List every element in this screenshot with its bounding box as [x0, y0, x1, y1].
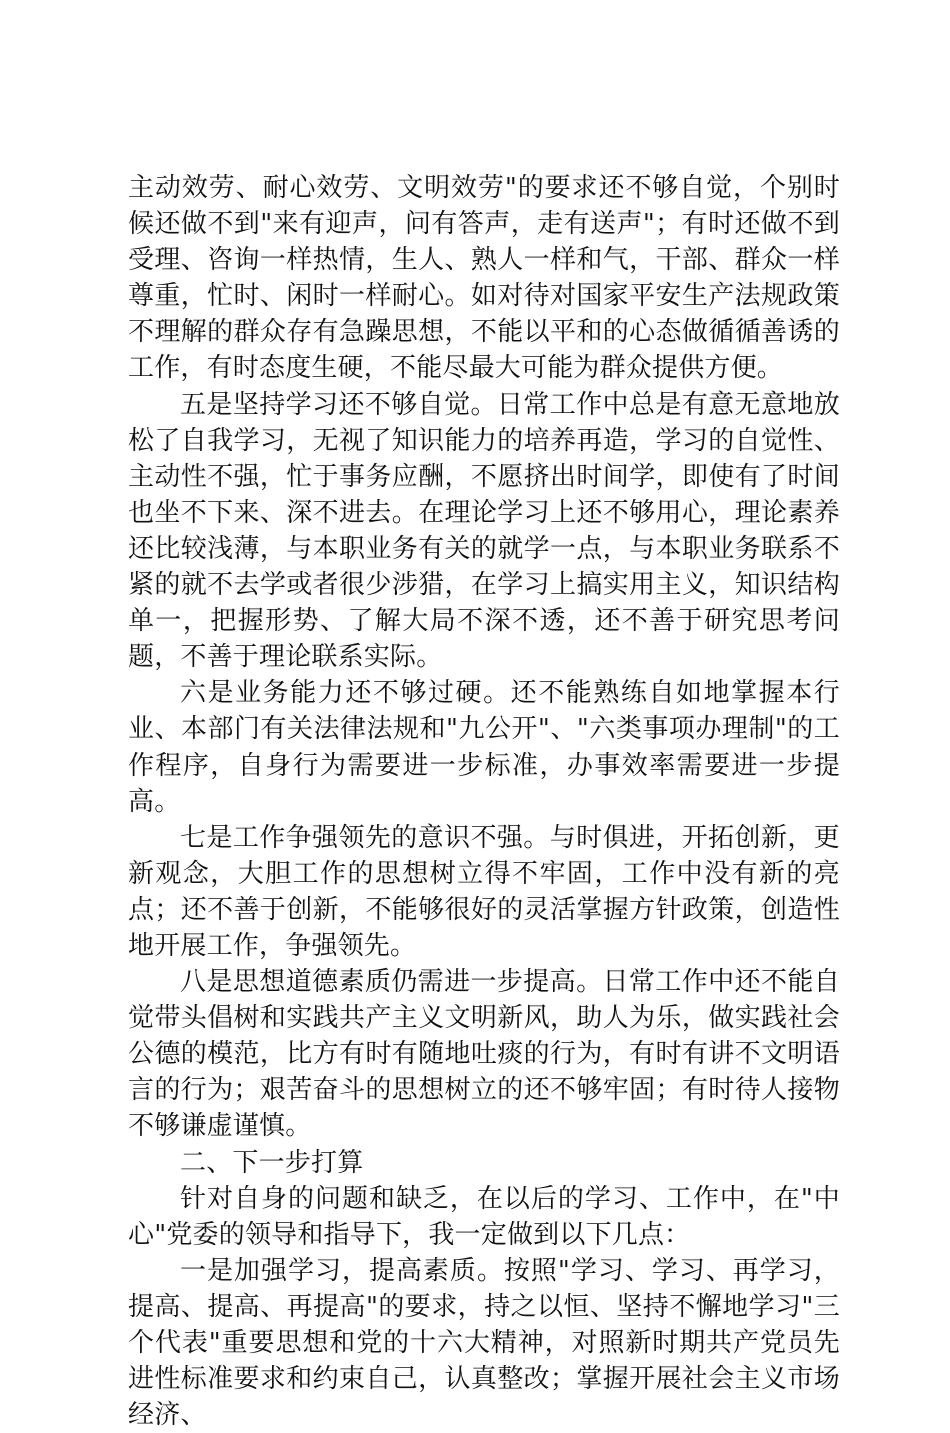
paragraph-step-one: 一是加强学习，提高素质。按照"学习、学习、再学习，提高、提高、再提高"的要求，持之以恒、坚持不懈地学习"三个代表"重要思想和党的十六大精神，对照新时期共产党员先进性标准要求和约束自己，认真整改；掌握开展社会主义市场经济、 [128, 1255, 840, 1431]
paragraph-point-five: 五是坚持学习还不够自觉。日常工作中总是有意无意地放松了自我学习，无视了知识能力的培养再造，学习的自觉性、主动性不强，忙于事务应酬，不愿挤出时间学，即使有了时间也坐不下来、深不进去。在理论学习上还不够用心，理论素养还比较浅薄，与本职业务有关的就学一点，与本职业务联系不紧的就不去学或者很少涉猎，在学习上搞实用主义，知识结构单一，把握形势、了解大局不深不透，还不善于研究思考问题，不善于理论联系实际。 [128, 389, 840, 673]
document-body [128, 170, 840, 1433]
paragraph-intro-next-steps: 针对自身的问题和缺乏，在以后的学习、工作中，在"中心"党委的领导和指导下，我一定做到以下几点： [128, 1183, 840, 1250]
paragraph-point-seven: 七是工作争强领先的意识不强。与时俱进，开拓创新，更新观念，大胆工作的思想树立得不牢固，工作中没有新的亮点；还不善于创新，不能够很好的灵活掌握方针政策，创造性地开展工作，争强领先。 [128, 822, 840, 961]
paragraph-continuation: 主动效劳、耐心效劳、文明效劳"的要求还不够自觉，个别时候还做不到"来有迎声，问有答声，走有送声"；有时还做不到受理、咨询一样热情，生人、熟人一样和气，干部、群众一样尊重，忙时、闲时一样耐心。如对待对国家平安生产法规政策不理解的群众存有急躁思想，不能以平和的心态做循循善诱的工作，有时态度生硬，不能尽最大可能为群众提供方便。 [128, 173, 840, 384]
paragraph-point-six: 六是业务能力还不够过硬。还不能熟练自如地掌握本行业、本部门有关法律法规和"九公开"、"六类事项办理制"的工作程序，自身行为需要进一步标准，办事效率需要进一步提高。 [128, 678, 840, 817]
section-heading-next-steps: 二、下一步打算 [180, 1147, 364, 1178]
paragraph-point-eight: 八是思想道德素质仍需进一步提高。日常工作中还不能自觉带头倡树和实践共产主义文明新风，助人为乐，做实践社会公德的模范，比方有时有随地吐痰的行为，有时有讲不文明语言的行为；艰苦奋斗的思想树立的还不够牢固；有时待人接物不够谦虚谨慎。 [128, 967, 840, 1142]
